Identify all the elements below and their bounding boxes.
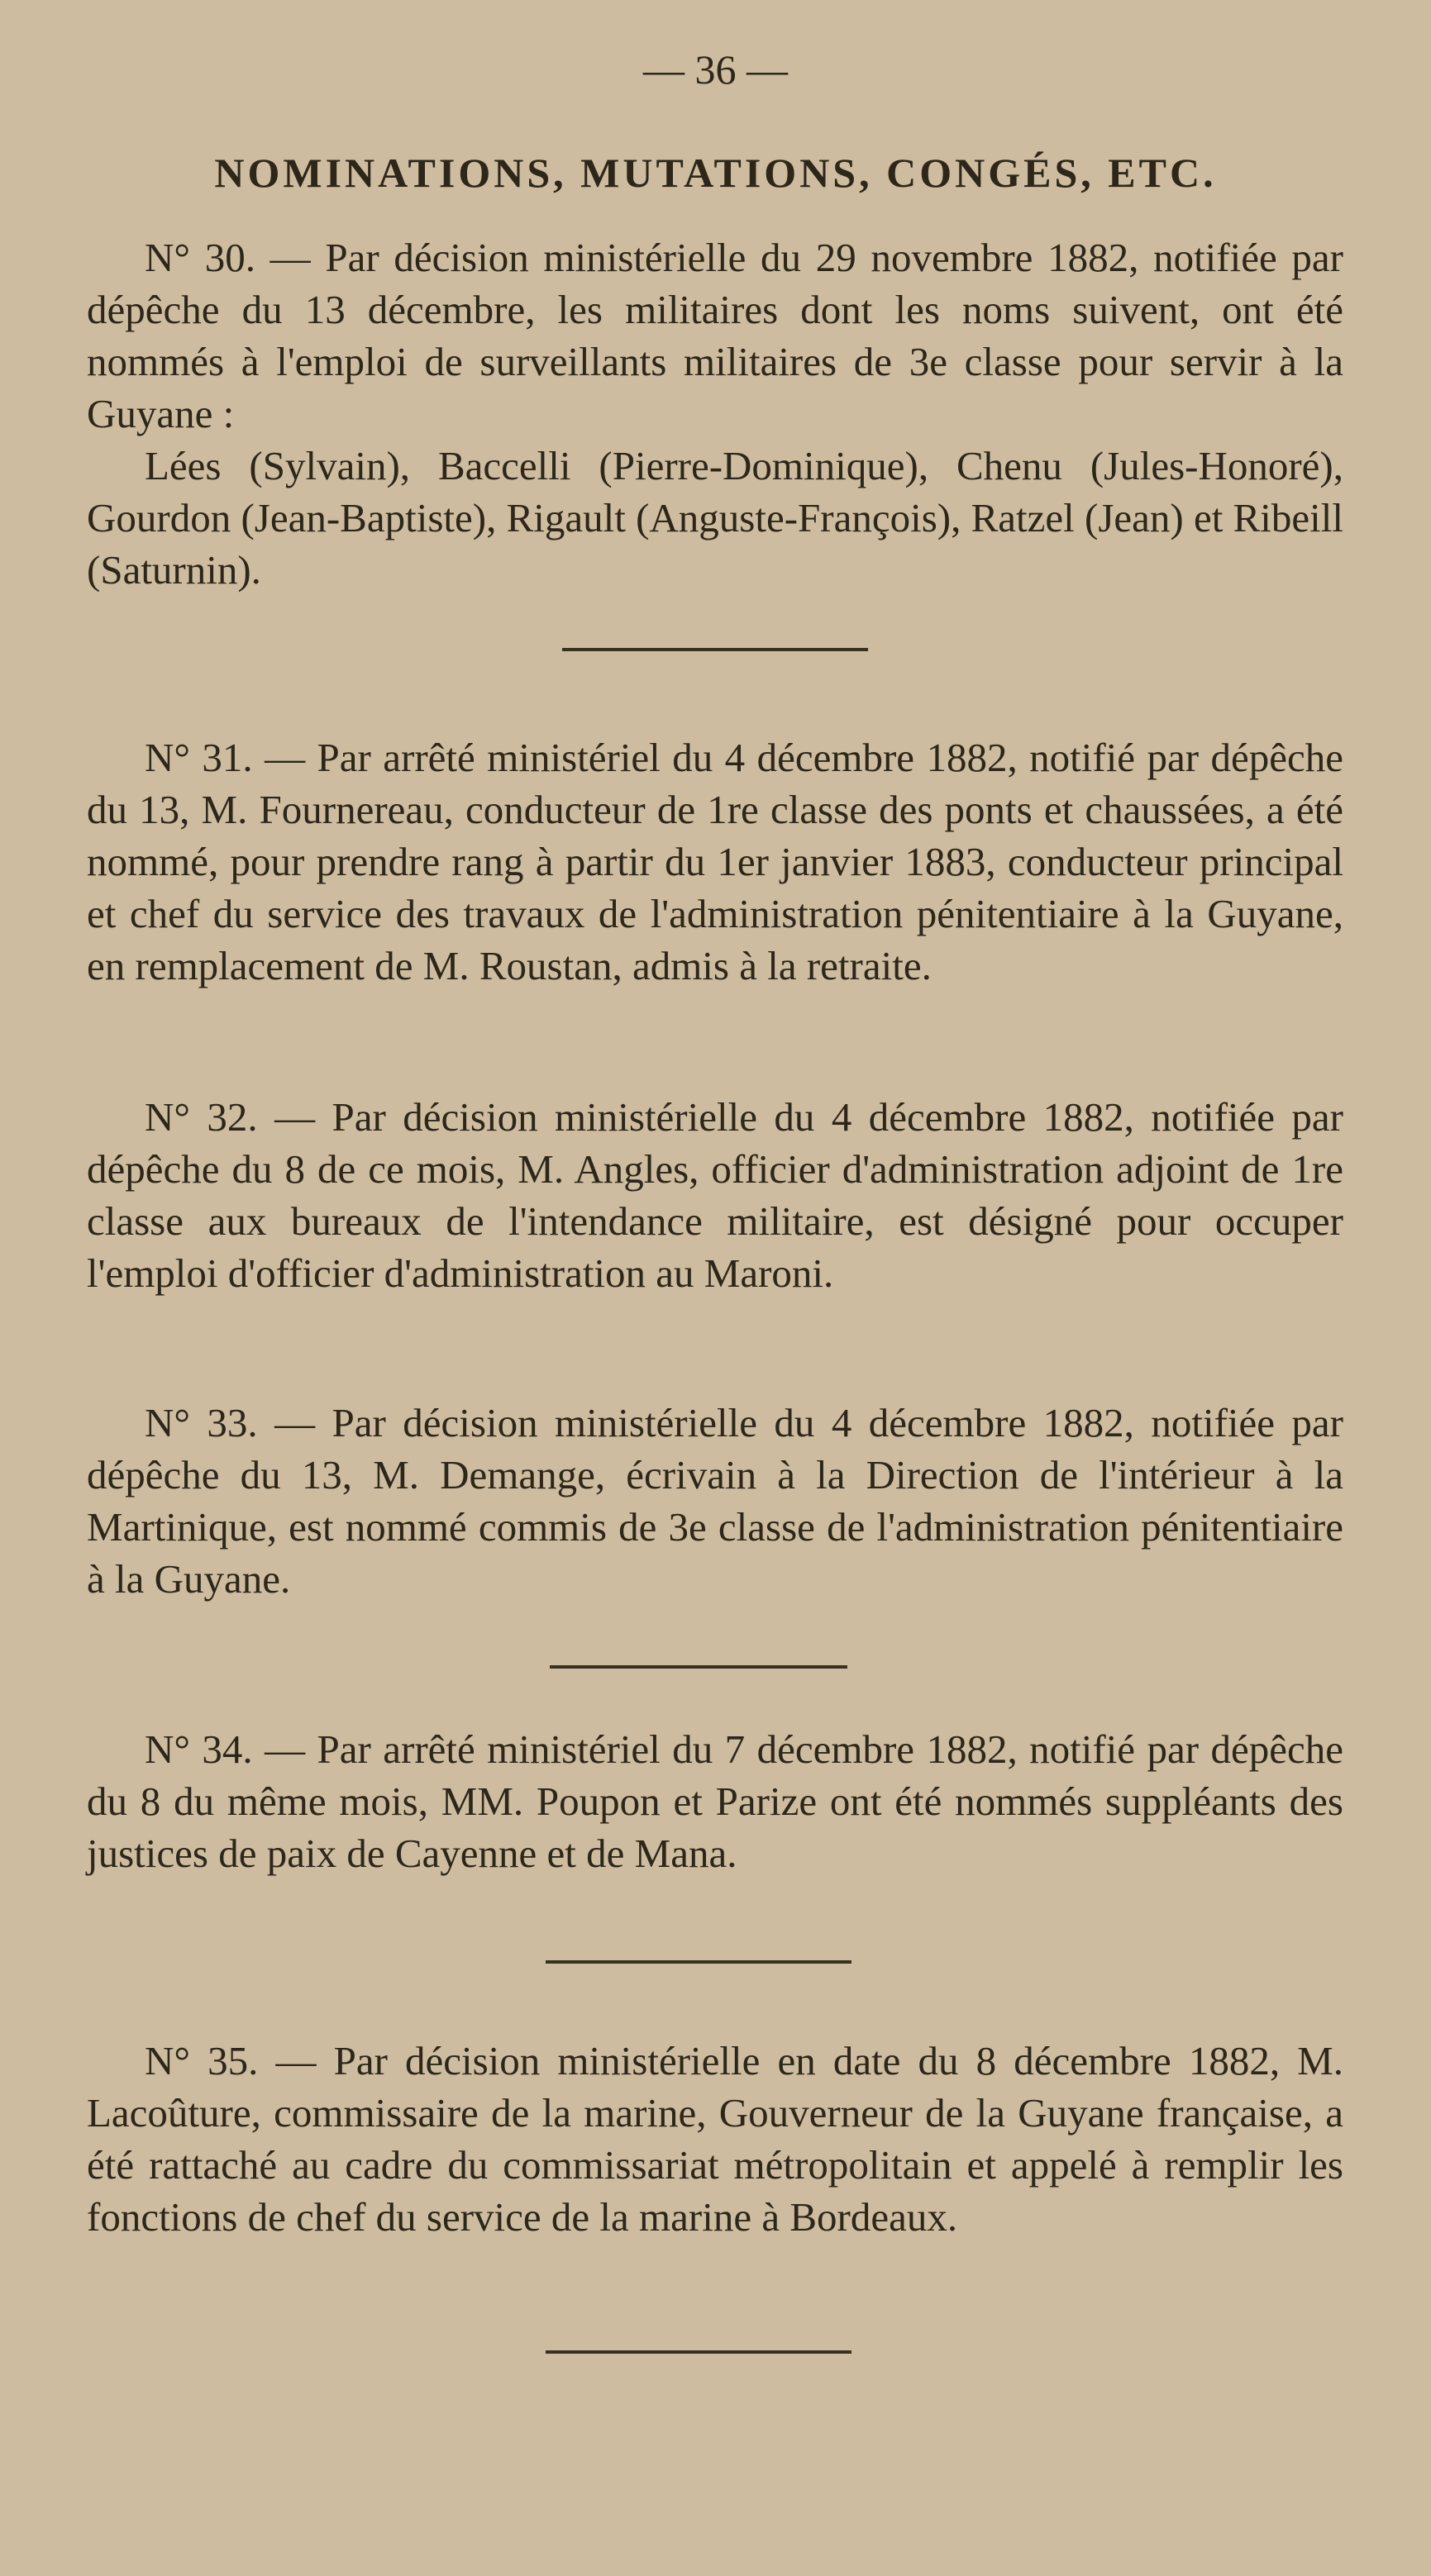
entry-31 (87, 731, 1343, 992)
entry-31-text: N° 31. — Par arrêté ministériel du 4 décembre 1882, notifié par dépêche du 13, M. Fournereau, conducteur de 1re classe des ponts et chaussées, a été nommé, pour prendre rang à partir du 1er janvier 1883, conducteur principal et chef du service des travaux de l'administration pénitentiaire à la Guyane, en remplacement de M. Roustan, admis à la retraite. (87, 735, 1343, 988)
separator-rule (546, 2350, 851, 2354)
entry-30 (87, 231, 1343, 596)
separator-rule (562, 648, 868, 651)
entry-34 (87, 1723, 1343, 1879)
separator-rule (546, 1960, 851, 1964)
entry-35-text: N° 35. — Par décision ministérielle en date du 8 décembre 1882, M. Lacoûture, commissaire de la marine, Gouverneur de la Guyane française, a été rattaché au cadre du commissariat métropolitain et appelé à remplir les fonctions de chef du service de la marine à Bordeaux. (87, 2038, 1343, 2240)
entry-30-names: Lées (Sylvain), Baccelli (Pierre-Dominique), Chenu (Jules-Honoré), Gourdon (Jean-Baptiste), Rigault (Anguste-François), Ratzel (Jean) et Ribeill (Saturnin). (87, 443, 1343, 593)
separator-rule (550, 1665, 847, 1669)
page-number: — 36 — (643, 46, 788, 93)
section-heading: NOMINATIONS, MUTATIONS, CONGÉS, ETC. (214, 150, 1217, 196)
entry-32 (87, 1091, 1343, 1299)
entry-34-text: N° 34. — Par arrêté ministériel du 7 décembre 1882, notifié par dépêche du 8 du même mois, MM. Poupon et Parize ont été nommés suppléants des justices de paix de Cayenne et de Mana. (87, 1726, 1343, 1876)
entry-30-text: N° 30. — Par décision ministérielle du 29 novembre 1882, notifiée par dépêche du 13 décembre, les militaires dont les noms suivent, ont été nommés à l'emploi de surveillants militaires de 3e classe pour servir à la Guyane : (87, 235, 1343, 436)
entry-35 (87, 2035, 1343, 2243)
entry-33 (87, 1397, 1343, 1605)
entry-32-text: N° 32. — Par décision ministérielle du 4 décembre 1882, notifiée par dépêche du 8 de ce mois, M. Angles, officier d'administration adjoint de 1re classe aux bureaux de l'intendance militaire, est désigné pour occuper l'emploi d'officier d'administration au Maroni. (87, 1094, 1343, 1296)
entry-33-text: N° 33. — Par décision ministérielle du 4 décembre 1882, notifiée par dépêche du 13, M. Demange, écrivain à la Direction de l'intérieur à la Martinique, est nommé commis de 3e classe de l'administration pénitentiaire à la Guyane. (87, 1400, 1343, 1602)
